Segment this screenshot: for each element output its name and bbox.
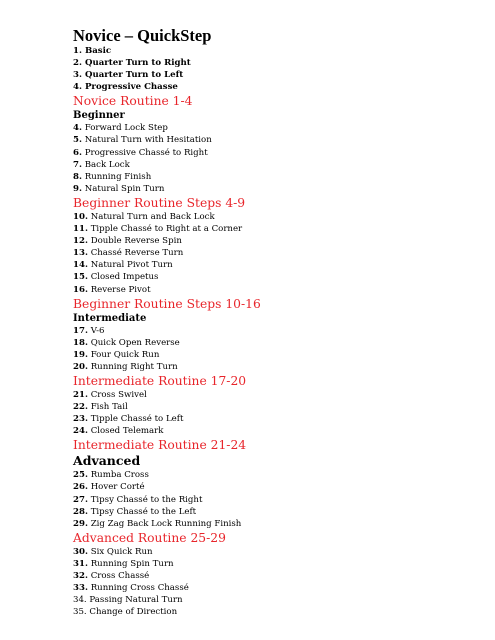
step-number: 28. <box>73 506 88 517</box>
step-number: 32. <box>73 571 88 581</box>
step-number: 24. <box>73 426 88 437</box>
step-number: 12. <box>73 236 88 247</box>
list-item <box>73 361 483 373</box>
list-item <box>73 147 483 159</box>
step-number: 15. <box>73 272 88 283</box>
step-name: Cross Chassé <box>90 571 150 581</box>
page-title: Novice – QuickStep <box>73 26 212 45</box>
step-name: Six Quick Run <box>90 546 153 557</box>
step-name: Tipple Chassé to Left <box>90 414 184 425</box>
step-number: 9. <box>73 183 82 194</box>
step-name: Natural Turn with Hesitation <box>84 135 212 146</box>
step-number: 29. <box>73 518 88 529</box>
list-item <box>73 546 483 558</box>
intermediate-list <box>73 325 483 373</box>
step-name: Running Cross Chassé <box>90 583 189 594</box>
list-item <box>73 558 483 570</box>
list-item <box>73 134 483 146</box>
step-name: Natural Turn and Back Lock <box>90 211 215 222</box>
step-name: Passing Natural Turn <box>89 595 183 606</box>
step-number: 21. <box>73 389 88 400</box>
step-name: Tipsy Chassé to the Left <box>90 506 197 517</box>
advanced-list <box>73 469 483 529</box>
step-name: Running Finish <box>84 171 152 182</box>
step-number: 5. <box>73 135 82 146</box>
step-name: Chassé Reverse Turn <box>90 248 184 259</box>
step-number: 14. <box>73 260 88 271</box>
step-name: Quick Open Reverse <box>90 337 180 348</box>
step-name: Closed Impetus <box>90 272 159 283</box>
step-number: 10. <box>73 211 88 222</box>
list-item <box>73 337 483 349</box>
step-number: 22. <box>73 402 88 413</box>
step-name: Double Reverse Spin <box>90 236 182 247</box>
step-number: 30. <box>73 546 88 557</box>
step-name: Back Lock <box>84 159 130 170</box>
routine-heading: Advanced Routine 25-29 <box>73 530 226 545</box>
step-name: Progressive Chassé to Right <box>84 147 208 158</box>
list-item <box>73 349 483 361</box>
step-name: Cross Swivel <box>90 389 147 400</box>
step-number: 27. <box>73 494 88 505</box>
step-name: Running Right Turn <box>90 361 178 372</box>
list-item <box>73 183 483 195</box>
level-heading: Advanced <box>73 453 141 469</box>
step-name: Natural Pivot Turn <box>90 260 173 271</box>
step-name: Change of Direction <box>89 607 178 618</box>
routine-heading: Intermediate Routine 17-20 <box>73 373 247 388</box>
list-item <box>73 582 483 594</box>
list-item <box>73 401 483 413</box>
step-number: 23. <box>73 414 88 425</box>
list-item <box>73 223 483 235</box>
step-number: 19. <box>73 349 88 360</box>
step-name: V-6 <box>90 325 105 336</box>
step-name: Running Spin Turn <box>90 558 174 569</box>
list-item <box>73 235 483 247</box>
list-item <box>73 481 483 493</box>
step-number: 6. <box>73 147 82 158</box>
step-number: 7. <box>73 159 82 170</box>
list-item <box>73 211 483 223</box>
step-number: 4. <box>73 123 82 134</box>
step-number: 11. <box>73 224 88 235</box>
step-name: Closed Telemark <box>90 426 164 437</box>
step-name: Forward Lock Step <box>84 123 168 134</box>
step-number: 31. <box>73 558 88 569</box>
list-item <box>73 284 483 296</box>
step-number: 13. <box>73 248 88 259</box>
advanced-list-2 <box>73 546 483 619</box>
beginner-list <box>73 122 483 195</box>
step-name: Tipple Chassé to Right at a Corner <box>90 224 243 235</box>
list-item: 4. Progressive Chasse <box>73 82 178 93</box>
list-item <box>73 389 483 401</box>
step-number: 33. <box>73 583 88 594</box>
step-number: 16. <box>73 284 88 295</box>
list-item <box>73 606 483 618</box>
routine-heading: Beginner Routine Steps 4-9 <box>73 195 246 210</box>
step-name: Zig Zag Back Lock Running Finish <box>90 518 242 529</box>
list-item <box>73 494 483 506</box>
step-name: Tipsy Chassé to the Right <box>90 494 203 505</box>
list-item <box>73 469 483 481</box>
step-number: 17. <box>73 325 88 336</box>
step-number: 25. <box>73 470 88 481</box>
level-heading: Intermediate <box>73 312 147 324</box>
step-number: 8. <box>73 171 82 182</box>
step-name: Fish Tail <box>90 402 128 413</box>
step-number: 34. <box>73 595 87 606</box>
step-name: Hover Corté <box>90 482 145 493</box>
routine-heading: Intermediate Routine 21-24 <box>73 438 247 453</box>
list-item: 2. Quarter Turn to Right <box>73 58 191 69</box>
step-name: Reverse Pivot <box>90 284 151 295</box>
list-item <box>73 159 483 171</box>
list-item <box>73 425 483 437</box>
step-name: Natural Spin Turn <box>84 183 165 194</box>
step-name: Four Quick Run <box>90 349 160 360</box>
step-number: 18. <box>73 337 88 348</box>
list-item: 1. Basic <box>73 46 112 56</box>
intermediate-list-2 <box>73 389 483 437</box>
list-item <box>73 247 483 259</box>
list-item <box>73 271 483 283</box>
step-number: 35. <box>73 607 87 618</box>
routine-heading: Novice Routine 1-4 <box>73 94 193 109</box>
beginner-list-2 <box>73 211 483 296</box>
list-item <box>73 325 483 337</box>
list-item: 3. Quarter Turn to Left <box>73 70 184 81</box>
list-item <box>73 171 483 183</box>
list-item <box>73 413 483 425</box>
routine-heading: Beginner Routine Steps 10-16 <box>73 296 261 311</box>
list-item <box>73 122 483 134</box>
step-name: Rumba Cross <box>90 470 149 481</box>
step-number: 20. <box>73 361 88 372</box>
list-item <box>73 259 483 271</box>
step-number: 26. <box>73 482 88 493</box>
level-heading: Beginner <box>73 110 125 122</box>
list-item <box>73 506 483 518</box>
list-item <box>73 518 483 530</box>
list-item <box>73 570 483 582</box>
intro-list <box>73 45 483 93</box>
list-item <box>73 594 483 606</box>
document <box>73 26 483 618</box>
